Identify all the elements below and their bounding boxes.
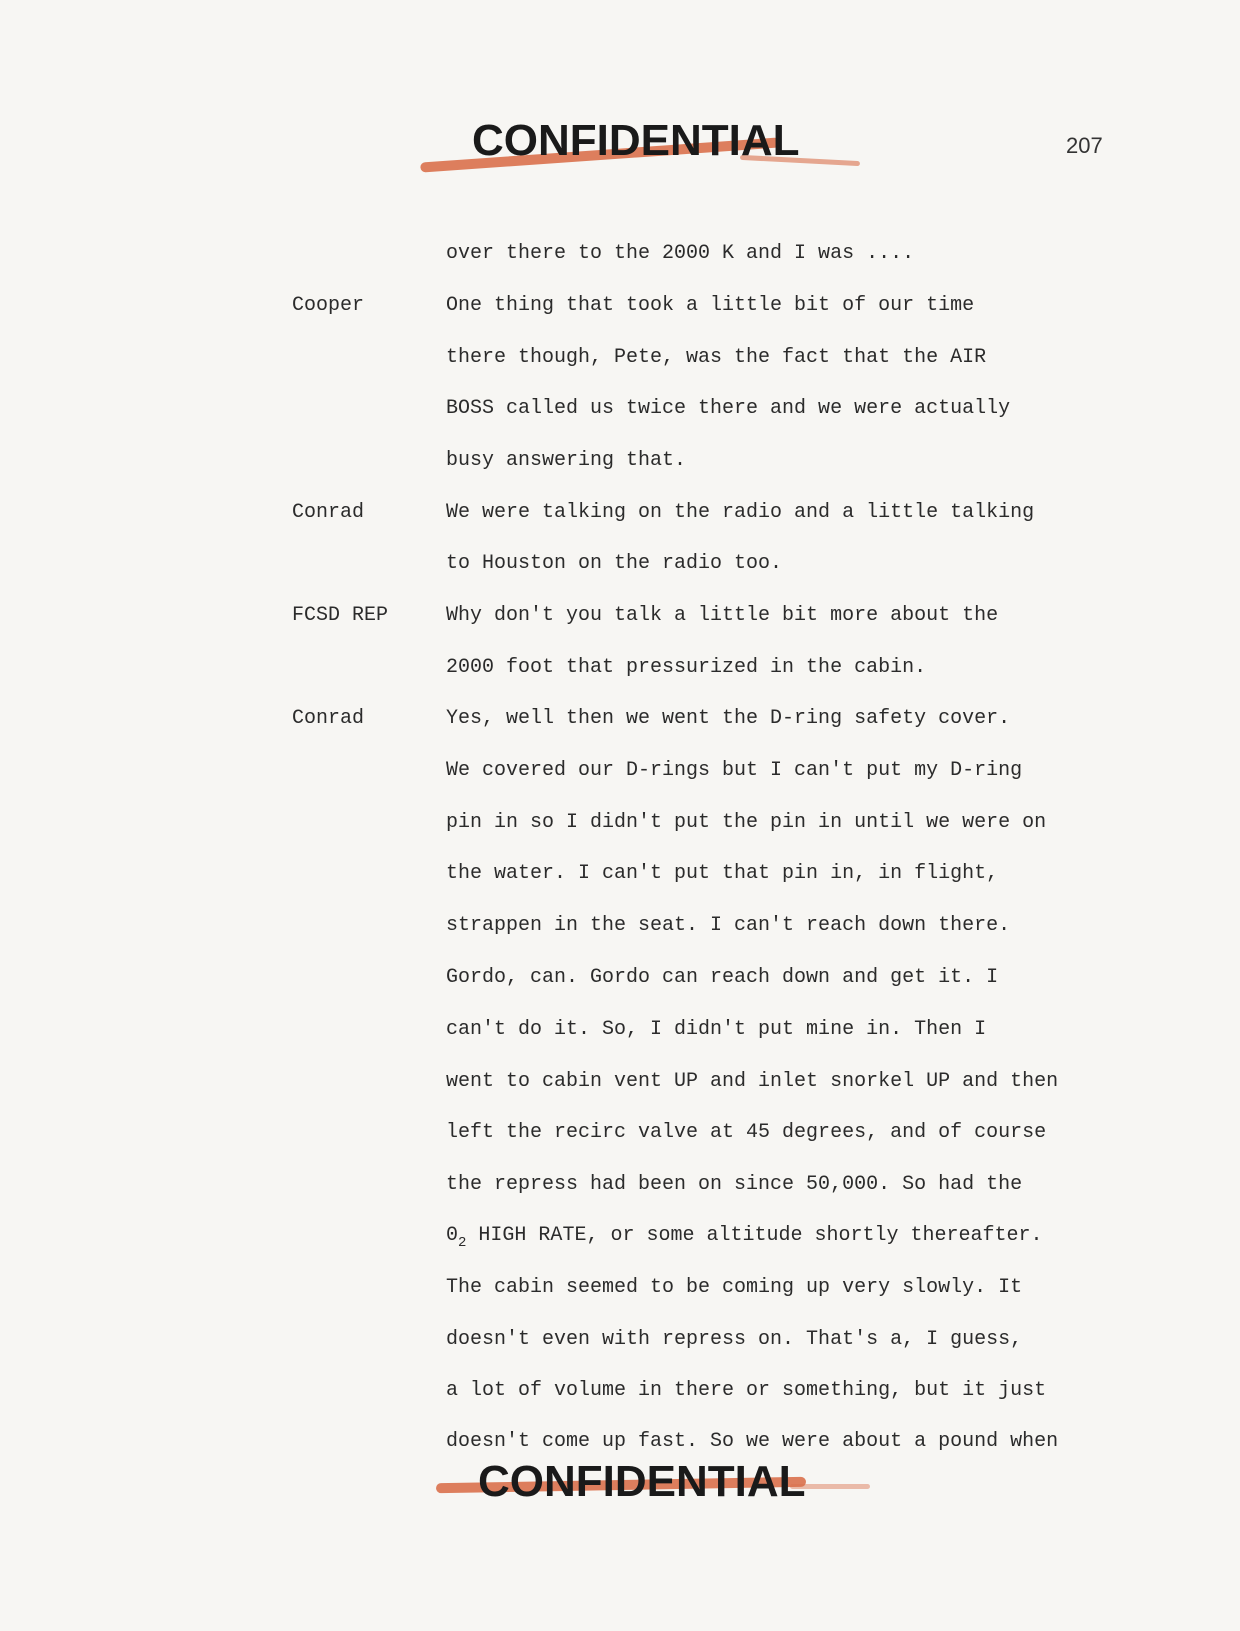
transcript-line: to Houston on the radio too. [446, 552, 783, 575]
transcript-line: pin in so I didn't put the pin in until we were on [446, 811, 1047, 834]
speaker-label: Cooper [292, 294, 365, 317]
transcript-row [0, 441, 1240, 481]
transcript-line: busy answering that. [446, 449, 687, 472]
transcript-row [0, 596, 1240, 636]
transcript-row [0, 1268, 1240, 1308]
transcript-line: Gordo, can. Gordo can reach down and get it. I [446, 966, 999, 989]
transcript-row [0, 493, 1240, 533]
transcript-line: there though, Pete, was the fact that the AIR [446, 346, 987, 369]
transcript-line: One thing that took a little bit of our time [446, 294, 975, 317]
transcript-line-rest: HIGH RATE, or some altitude shortly thereafter. [466, 1224, 1043, 1247]
transcript-line: strappen in the seat. I can't reach down there. [446, 914, 1011, 937]
transcript-line: left the recirc valve at 45 degrees, and of course [446, 1121, 1047, 1144]
transcript-row [0, 854, 1240, 894]
confidential-stamp-top: CONFIDENTIAL [472, 116, 800, 165]
transcript-row [0, 699, 1240, 739]
speaker-label: Conrad [292, 501, 365, 524]
transcript-row [0, 1371, 1240, 1411]
transcript-line: the water. I can't put that pin in, in flight, [446, 862, 999, 885]
oxygen-symbol: 0 [446, 1224, 459, 1247]
transcript-row [0, 1422, 1240, 1462]
transcript-row [0, 751, 1240, 791]
transcript-row [0, 234, 1240, 274]
transcript-row [0, 906, 1240, 946]
transcript-line: the repress had been on since 50,000. So had the [446, 1173, 1023, 1196]
transcript-row [0, 1010, 1240, 1050]
page-number: 207 [1066, 133, 1103, 158]
oxygen-subscript: 2 [458, 1235, 467, 1251]
transcript-line: doesn't come up fast. So we were about a pound when [446, 1430, 1059, 1453]
transcript-row [0, 338, 1240, 378]
speaker-label: Conrad [292, 707, 365, 730]
transcript-row [0, 648, 1240, 688]
transcript-row [0, 1165, 1240, 1205]
transcript-line: doesn't even with repress on. That's a, I guess, [446, 1328, 1023, 1351]
transcript-line: We were talking on the radio and a little talking [446, 501, 1035, 524]
transcript-line: a lot of volume in there or something, but it just [446, 1379, 1047, 1402]
transcript-row [0, 286, 1240, 326]
transcript-line: went to cabin vent UP and inlet snorkel UP and then [446, 1070, 1059, 1093]
transcript-row [0, 803, 1240, 843]
transcript-row [0, 544, 1240, 584]
transcript-line: BOSS called us twice there and we were actually [446, 397, 1011, 420]
transcript-row [0, 1216, 1240, 1256]
transcript-line: over there to the 2000 K and I was .... [446, 242, 915, 265]
transcript-line: Yes, well then we went the D-ring safety cover. [446, 707, 1011, 730]
transcript-row [0, 1113, 1240, 1153]
speaker-label: FCSD REP [292, 604, 389, 627]
transcript-line: The cabin seemed to be coming up very slowly. It [446, 1276, 1023, 1299]
transcript-row [0, 958, 1240, 998]
transcript-line [446, 1216, 1043, 1263]
transcript-row [0, 1062, 1240, 1102]
transcript-row [0, 389, 1240, 429]
transcript-line: 2000 foot that pressurized in the cabin. [446, 656, 927, 679]
transcript-row [0, 1320, 1240, 1360]
transcript-line: Why don't you talk a little bit more about the [446, 604, 999, 627]
transcript-line: We covered our D-rings but I can't put my D-ring [446, 759, 1023, 782]
confidential-stamp-bottom: CONFIDENTIAL [478, 1457, 806, 1506]
transcript-line: can't do it. So, I didn't put mine in. Then I [446, 1018, 987, 1041]
